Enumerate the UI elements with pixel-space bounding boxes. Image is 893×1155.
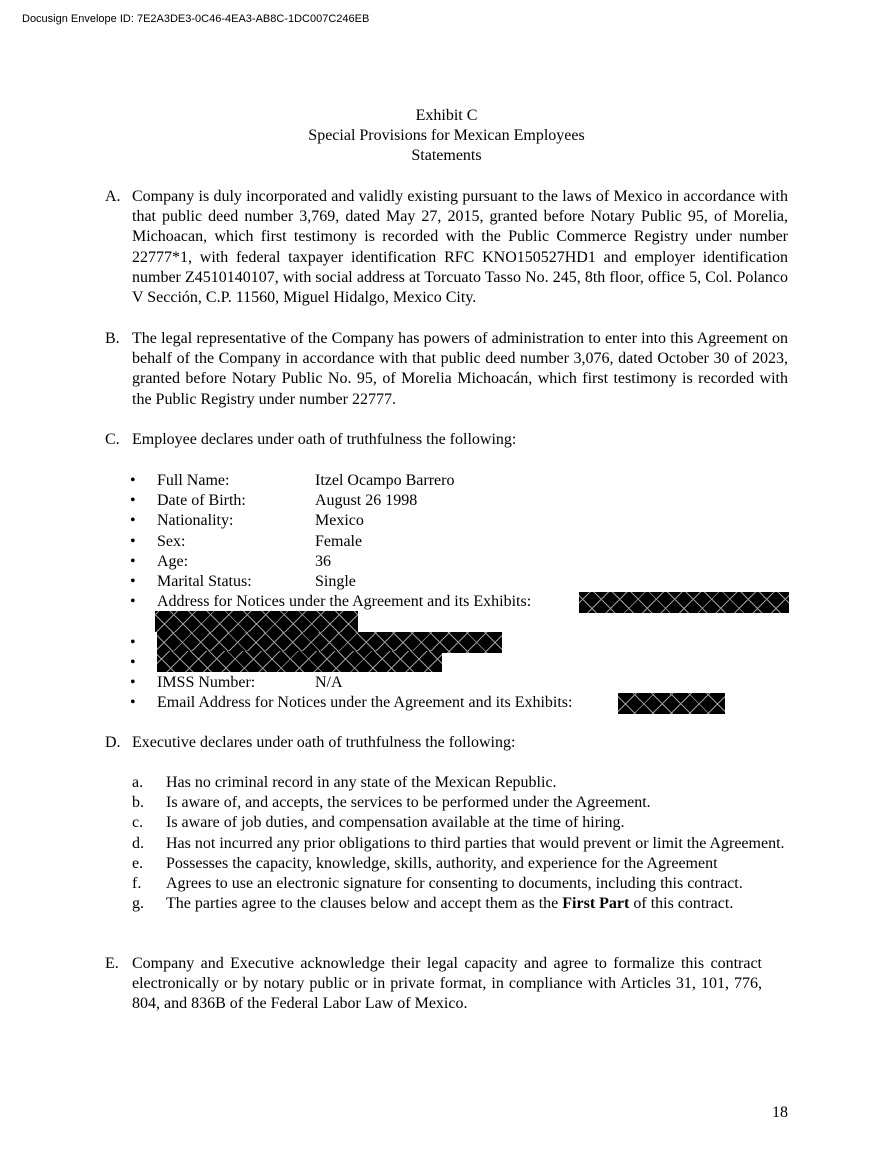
list-item xyxy=(132,834,788,854)
list-item xyxy=(130,471,790,491)
docusign-envelope-id: Docusign Envelope ID: 7E2A3DE3-0C46-4EA3-AB8C-1DC007C246EB xyxy=(22,13,370,25)
item-text: Agrees to use an electronic signature for consenting to documents, including this contract. xyxy=(166,875,743,893)
email-address-label: Email Address for Notices under the Agreement and its Exhibits: xyxy=(157,694,573,712)
sex-label: Sex: xyxy=(157,532,186,550)
section-a-letter: A. xyxy=(105,188,121,205)
age-value: 36 xyxy=(315,552,331,570)
section-b-letter: B. xyxy=(105,330,120,347)
section-a-text: Company is duly incorporated and validly existing pursuant to the laws of Mexico in accordance with that public deed number 3,769, dated May 27, 2015, granted before Notary Public 95, of Morelia, Michoacan, which first testimony is recorded with the Public Commerce Registry under number 22777*1, with federal taxpayer identification RFC KNO150527HD1 and employer identification number Z4510140107, with social address at Torcuato Tasso No. 245, 8th floor, office 5, Col. Polanco V Sección, C.P. 11560, Miguel Hidalgo, Mexico City. xyxy=(132,188,788,307)
list-item xyxy=(132,854,788,874)
sex-value: Female xyxy=(315,532,363,550)
section-c-text: Employee declares under oath of truthfulness the following: xyxy=(132,431,517,448)
address-redaction xyxy=(579,592,789,613)
marital-status-value: Single xyxy=(315,572,356,590)
section-d-letter: D. xyxy=(105,734,121,751)
nationality-value: Mexico xyxy=(315,512,364,530)
section-c-letter: C. xyxy=(105,431,120,448)
item-text: Is aware of, and accepts, the services to be performed under the Agreement. xyxy=(166,794,651,812)
address-redaction xyxy=(155,611,358,632)
section-e-letter: E. xyxy=(105,955,119,972)
email-redaction xyxy=(618,693,725,714)
list-item xyxy=(130,491,790,511)
imss-number-value: N/A xyxy=(315,673,343,691)
bullet: • xyxy=(130,492,136,510)
full-name-value: Itzel Ocampo Barrero xyxy=(315,472,455,489)
list-item xyxy=(130,693,790,713)
section-b-text: The legal representative of the Company has powers of administration to enter into this Agreement on behalf of the Company in accordance with that public deed number 3,076, dated October 30 of 2023, granted before Notary Public No. 95, of Morelia Michoacán, which first testimony is recorded with the Public Registry under number 22777. xyxy=(132,330,788,408)
section-a xyxy=(105,187,788,308)
bullet: • xyxy=(130,633,136,651)
bullet: • xyxy=(130,593,136,611)
date-of-birth-label: Date of Birth: xyxy=(157,492,246,510)
section-d xyxy=(105,733,788,753)
first-part-emphasis: First Part xyxy=(562,895,630,913)
list-item xyxy=(132,813,788,833)
item-letter: a. xyxy=(132,774,144,791)
list-item xyxy=(132,773,788,793)
list-item xyxy=(130,552,790,572)
item-text: Possesses the capacity, knowledge, skills, authority, and experience for the Agreement xyxy=(166,854,718,872)
item-text: Has no criminal record in any state of the Mexican Republic. xyxy=(166,774,557,791)
list-item xyxy=(132,793,788,813)
list-item xyxy=(130,633,790,653)
section-c xyxy=(105,430,788,450)
bullet: • xyxy=(130,532,136,550)
item-letter: f. xyxy=(132,875,142,893)
address-redaction xyxy=(157,632,502,653)
list-item xyxy=(130,592,790,612)
bullet: • xyxy=(130,472,136,489)
marital-status-label: Marital Status: xyxy=(157,572,252,590)
bullet: • xyxy=(130,552,136,570)
list-item xyxy=(132,874,788,894)
age-label: Age: xyxy=(157,552,189,570)
page-number: 18 xyxy=(772,1104,788,1121)
item-g-text-after: of this contract. xyxy=(629,895,734,913)
employee-details-list xyxy=(130,471,790,713)
list-item xyxy=(130,511,790,531)
address-redaction xyxy=(157,651,442,672)
item-text xyxy=(166,894,788,914)
nationality-label: Nationality: xyxy=(157,512,234,530)
list-item xyxy=(130,673,790,693)
section-b xyxy=(105,329,788,410)
exhibit-title: Exhibit C xyxy=(415,107,478,124)
date-of-birth-value: August 26 1998 xyxy=(315,492,418,510)
list-item xyxy=(130,572,790,592)
section-e xyxy=(105,954,788,1015)
bullet: • xyxy=(130,673,136,691)
section-d-text: Executive declares under oath of truthfulness the following: xyxy=(132,734,516,751)
exhibit-title-block xyxy=(0,106,893,167)
item-text: Has not incurred any prior obligations to third parties that would prevent or limit the Agreement. xyxy=(166,834,785,852)
exhibit-subtitle: Special Provisions for Mexican Employees xyxy=(308,127,585,145)
address-label: Address for Notices under the Agreement and its Exhibits: xyxy=(157,593,532,611)
full-name-label: Full Name: xyxy=(157,472,230,489)
item-letter: g. xyxy=(132,895,144,913)
list-item xyxy=(130,612,790,632)
bullet: • xyxy=(130,694,136,712)
imss-number-label: IMSS Number: xyxy=(157,673,256,691)
exhibit-heading: Statements xyxy=(411,147,482,165)
item-letter: b. xyxy=(132,794,144,812)
list-item xyxy=(130,532,790,552)
item-letter: d. xyxy=(132,834,144,852)
item-letter: e. xyxy=(132,854,144,872)
bullet: • xyxy=(130,572,136,590)
item-letter: c. xyxy=(132,814,144,832)
bullet: • xyxy=(130,512,136,530)
executive-declarations-list xyxy=(132,773,788,914)
section-e-text: Company and Executive acknowledge their legal capacity and agree to formalize this contract electronically or by notary public or in private format, in compliance with Articles 31, 101, 776, 804, and 836B of the Federal Labor Law of Mexico. xyxy=(132,955,762,1013)
item-text: Is aware of job duties, and compensation available at the time of hiring. xyxy=(166,814,625,832)
bullet: • xyxy=(130,653,136,671)
list-item xyxy=(132,894,788,914)
item-g-text-before: The parties agree to the clauses below and accept them as the xyxy=(166,895,563,913)
list-item xyxy=(130,653,790,673)
